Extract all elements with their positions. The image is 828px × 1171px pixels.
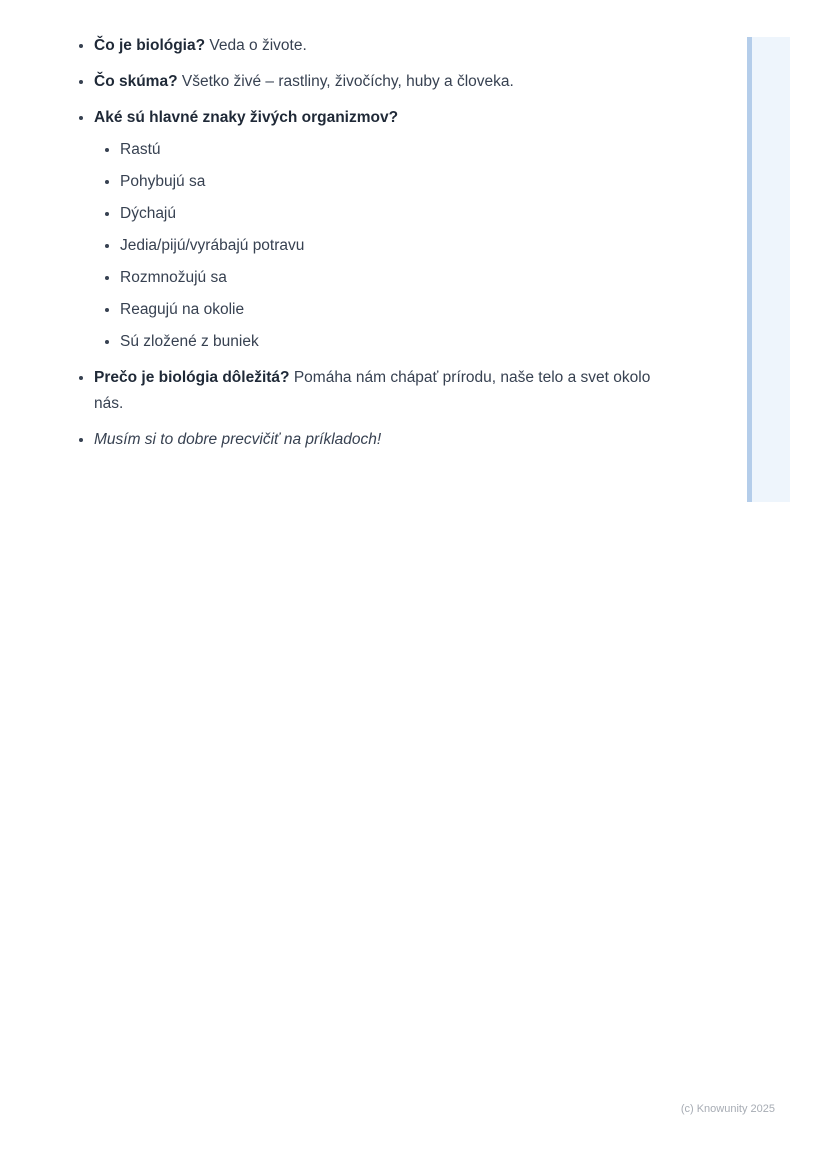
sub-list-item: • Jedia/pijú/vyrábajú potravu (120, 233, 652, 259)
qa-list-item (94, 105, 652, 355)
note-list-item (94, 427, 652, 453)
sub-list-item: • Dýchajú (120, 201, 652, 227)
right-highlight-bar (747, 37, 790, 502)
answer-text: Pomáha nám chápať prírodu, naše telo a svet okolo nás. (94, 369, 651, 412)
sub-list-item: • Sú zložené z buniek (120, 329, 652, 355)
question-text: Čo skúma? (94, 73, 178, 90)
qa-list-item (94, 33, 652, 59)
copyright-notice: (c) Knowunity 2025 (680, 1103, 775, 1115)
qa-list-item (94, 365, 652, 417)
answer-text: Všetko živé – rastliny, živočíchy, huby a človeka. (177, 73, 514, 90)
sub-list-item: • Pohybujú sa (120, 169, 652, 195)
answer-text: Veda o živote. (205, 37, 307, 54)
sub-list-item: • Rozmnožujú sa (120, 265, 652, 291)
question-text: Prečo je biológia dôležitá? (94, 369, 290, 386)
sub-list-item: • Reagujú na okolie (120, 297, 652, 323)
question-text: Čo je biológia? (94, 37, 206, 54)
qa-list-item (94, 69, 652, 95)
sub-list-item: • Rastú (120, 137, 652, 163)
note-text: Musím si to dobre precvičiť na príkladoch! (94, 431, 382, 448)
sub-list (94, 137, 652, 355)
notes-list (60, 33, 652, 463)
question-text: Aké sú hlavné znaky živých organizmov? (94, 109, 399, 126)
